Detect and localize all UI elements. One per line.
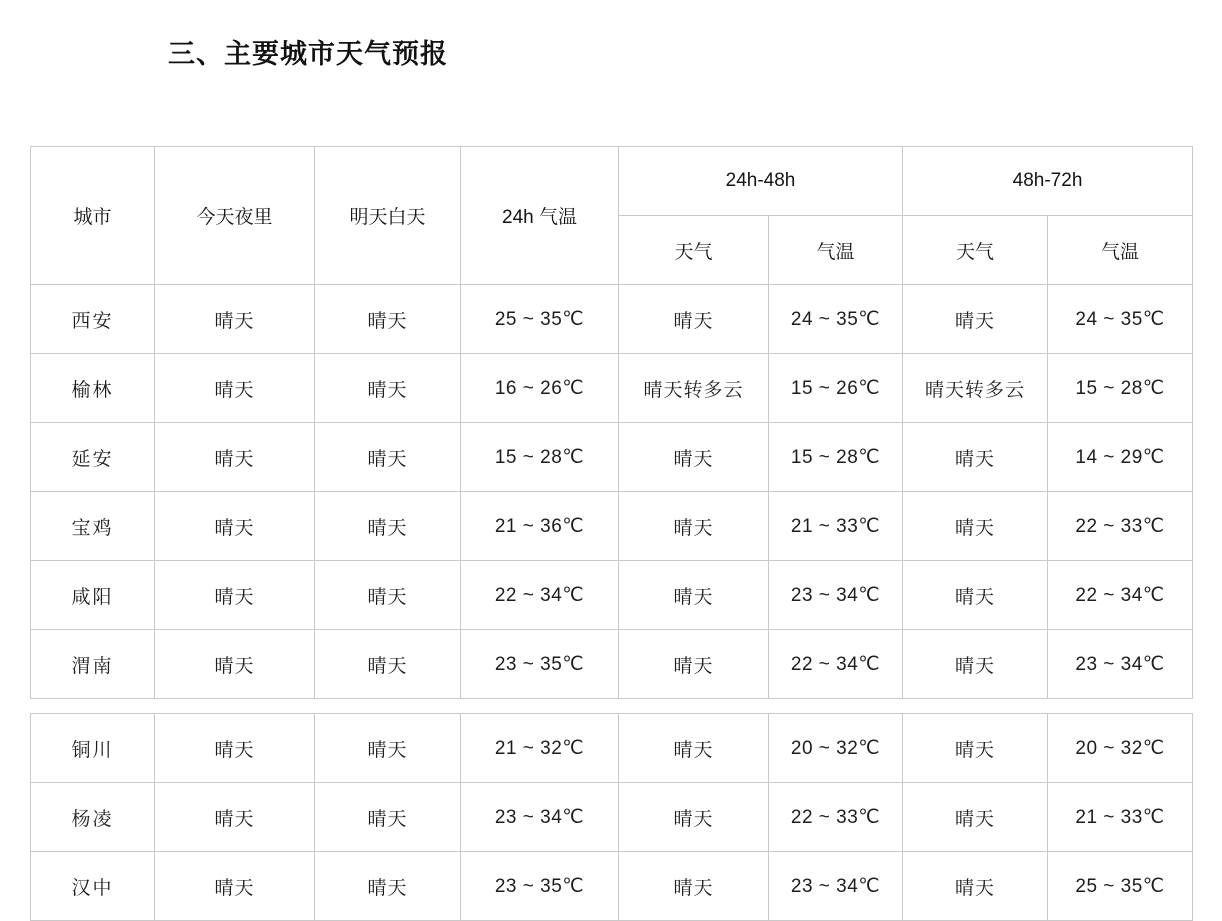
gap-cell	[31, 699, 155, 714]
cell-tonight: 晴天	[155, 354, 315, 423]
cell-temp-48-72: 21 ~ 33℃	[1048, 783, 1193, 852]
table-gap-row	[31, 699, 1193, 714]
gap-cell	[1048, 699, 1193, 714]
cell-tomorrow-day: 晴天	[315, 492, 461, 561]
cell-temp-24-48: 20 ~ 32℃	[769, 714, 903, 783]
header-temp-48-72: 气温	[1048, 216, 1193, 285]
cell-city: 杨凌	[31, 783, 155, 852]
cell-temp-24h: 22 ~ 34℃	[461, 561, 619, 630]
cell-temp-24-48: 15 ~ 26℃	[769, 354, 903, 423]
table-row	[31, 285, 1193, 354]
table-row	[31, 630, 1193, 699]
cell-weather-48-72: 晴天	[903, 714, 1048, 783]
cell-tomorrow-day: 晴天	[315, 423, 461, 492]
cell-weather-48-72: 晴天	[903, 561, 1048, 630]
table-row	[31, 492, 1193, 561]
cell-weather-48-72: 晴天转多云	[903, 354, 1048, 423]
table-row	[31, 852, 1193, 921]
cell-tomorrow-day: 晴天	[315, 354, 461, 423]
cell-weather-24-48: 晴天	[619, 423, 769, 492]
table-body	[31, 285, 1193, 921]
weather-forecast-table	[30, 146, 1193, 921]
cell-temp-24-48: 22 ~ 34℃	[769, 630, 903, 699]
table-row	[31, 354, 1193, 423]
cell-tomorrow-day: 晴天	[315, 783, 461, 852]
cell-tomorrow-day: 晴天	[315, 285, 461, 354]
table-row	[31, 423, 1193, 492]
gap-cell	[461, 699, 619, 714]
table-header-row-top	[31, 147, 1193, 216]
weather-forecast-table-wrapper	[30, 146, 1192, 921]
cell-weather-24-48: 晴天	[619, 492, 769, 561]
cell-weather-24-48: 晴天	[619, 783, 769, 852]
cell-weather-48-72: 晴天	[903, 285, 1048, 354]
cell-temp-24-48: 23 ~ 34℃	[769, 561, 903, 630]
table-row	[31, 714, 1193, 783]
header-city: 城市	[31, 147, 155, 285]
cell-weather-48-72: 晴天	[903, 492, 1048, 561]
cell-tonight: 晴天	[155, 285, 315, 354]
cell-weather-48-72: 晴天	[903, 783, 1048, 852]
gap-cell	[155, 699, 315, 714]
cell-weather-24-48: 晴天	[619, 561, 769, 630]
cell-tonight: 晴天	[155, 492, 315, 561]
cell-temp-24h: 15 ~ 28℃	[461, 423, 619, 492]
cell-tomorrow-day: 晴天	[315, 852, 461, 921]
cell-temp-48-72: 24 ~ 35℃	[1048, 285, 1193, 354]
gap-cell	[903, 699, 1048, 714]
cell-weather-24-48: 晴天	[619, 285, 769, 354]
cell-temp-48-72: 25 ~ 35℃	[1048, 852, 1193, 921]
page-title: 三、主要城市天气预报	[168, 39, 448, 69]
cell-city: 铜川	[31, 714, 155, 783]
cell-temp-24h: 21 ~ 36℃	[461, 492, 619, 561]
cell-weather-48-72: 晴天	[903, 423, 1048, 492]
cell-city: 延安	[31, 423, 155, 492]
header-temp-24h: 24h 气温	[461, 147, 619, 285]
cell-temp-24h: 23 ~ 35℃	[461, 630, 619, 699]
header-tonight: 今天夜里	[155, 147, 315, 285]
cell-weather-48-72: 晴天	[903, 630, 1048, 699]
cell-tonight: 晴天	[155, 783, 315, 852]
cell-city: 汉中	[31, 852, 155, 921]
cell-temp-48-72: 14 ~ 29℃	[1048, 423, 1193, 492]
table-header	[31, 147, 1193, 285]
cell-city: 西安	[31, 285, 155, 354]
cell-tomorrow-day: 晴天	[315, 714, 461, 783]
cell-tonight: 晴天	[155, 630, 315, 699]
header-tomorrow-day: 明天白天	[315, 147, 461, 285]
header-weather-24-48: 天气	[619, 216, 769, 285]
cell-temp-24h: 23 ~ 35℃	[461, 852, 619, 921]
cell-weather-24-48: 晴天转多云	[619, 354, 769, 423]
gap-cell	[769, 699, 903, 714]
cell-temp-48-72: 23 ~ 34℃	[1048, 630, 1193, 699]
cell-temp-48-72: 20 ~ 32℃	[1048, 714, 1193, 783]
cell-city: 宝鸡	[31, 492, 155, 561]
cell-tonight: 晴天	[155, 561, 315, 630]
cell-weather-24-48: 晴天	[619, 630, 769, 699]
cell-city: 咸阳	[31, 561, 155, 630]
header-weather-48-72: 天气	[903, 216, 1048, 285]
cell-weather-24-48: 晴天	[619, 852, 769, 921]
cell-city: 榆林	[31, 354, 155, 423]
cell-temp-24-48: 23 ~ 34℃	[769, 852, 903, 921]
cell-tonight: 晴天	[155, 423, 315, 492]
cell-temp-24h: 23 ~ 34℃	[461, 783, 619, 852]
cell-temp-24h: 21 ~ 32℃	[461, 714, 619, 783]
cell-city: 渭南	[31, 630, 155, 699]
cell-temp-48-72: 22 ~ 33℃	[1048, 492, 1193, 561]
cell-temp-24-48: 15 ~ 28℃	[769, 423, 903, 492]
cell-temp-24-48: 22 ~ 33℃	[769, 783, 903, 852]
cell-weather-24-48: 晴天	[619, 714, 769, 783]
table-row	[31, 561, 1193, 630]
cell-weather-48-72: 晴天	[903, 852, 1048, 921]
cell-temp-24-48: 24 ~ 35℃	[769, 285, 903, 354]
gap-cell	[619, 699, 769, 714]
cell-temp-24h: 16 ~ 26℃	[461, 354, 619, 423]
cell-temp-24-48: 21 ~ 33℃	[769, 492, 903, 561]
header-group-24-48: 24h-48h	[619, 147, 903, 216]
cell-tomorrow-day: 晴天	[315, 630, 461, 699]
cell-tomorrow-day: 晴天	[315, 561, 461, 630]
cell-tonight: 晴天	[155, 714, 315, 783]
cell-temp-24h: 25 ~ 35℃	[461, 285, 619, 354]
header-temp-24-48: 气温	[769, 216, 903, 285]
cell-temp-48-72: 15 ~ 28℃	[1048, 354, 1193, 423]
cell-tonight: 晴天	[155, 852, 315, 921]
cell-temp-48-72: 22 ~ 34℃	[1048, 561, 1193, 630]
table-row	[31, 783, 1193, 852]
header-group-48-72: 48h-72h	[903, 147, 1193, 216]
gap-cell	[315, 699, 461, 714]
